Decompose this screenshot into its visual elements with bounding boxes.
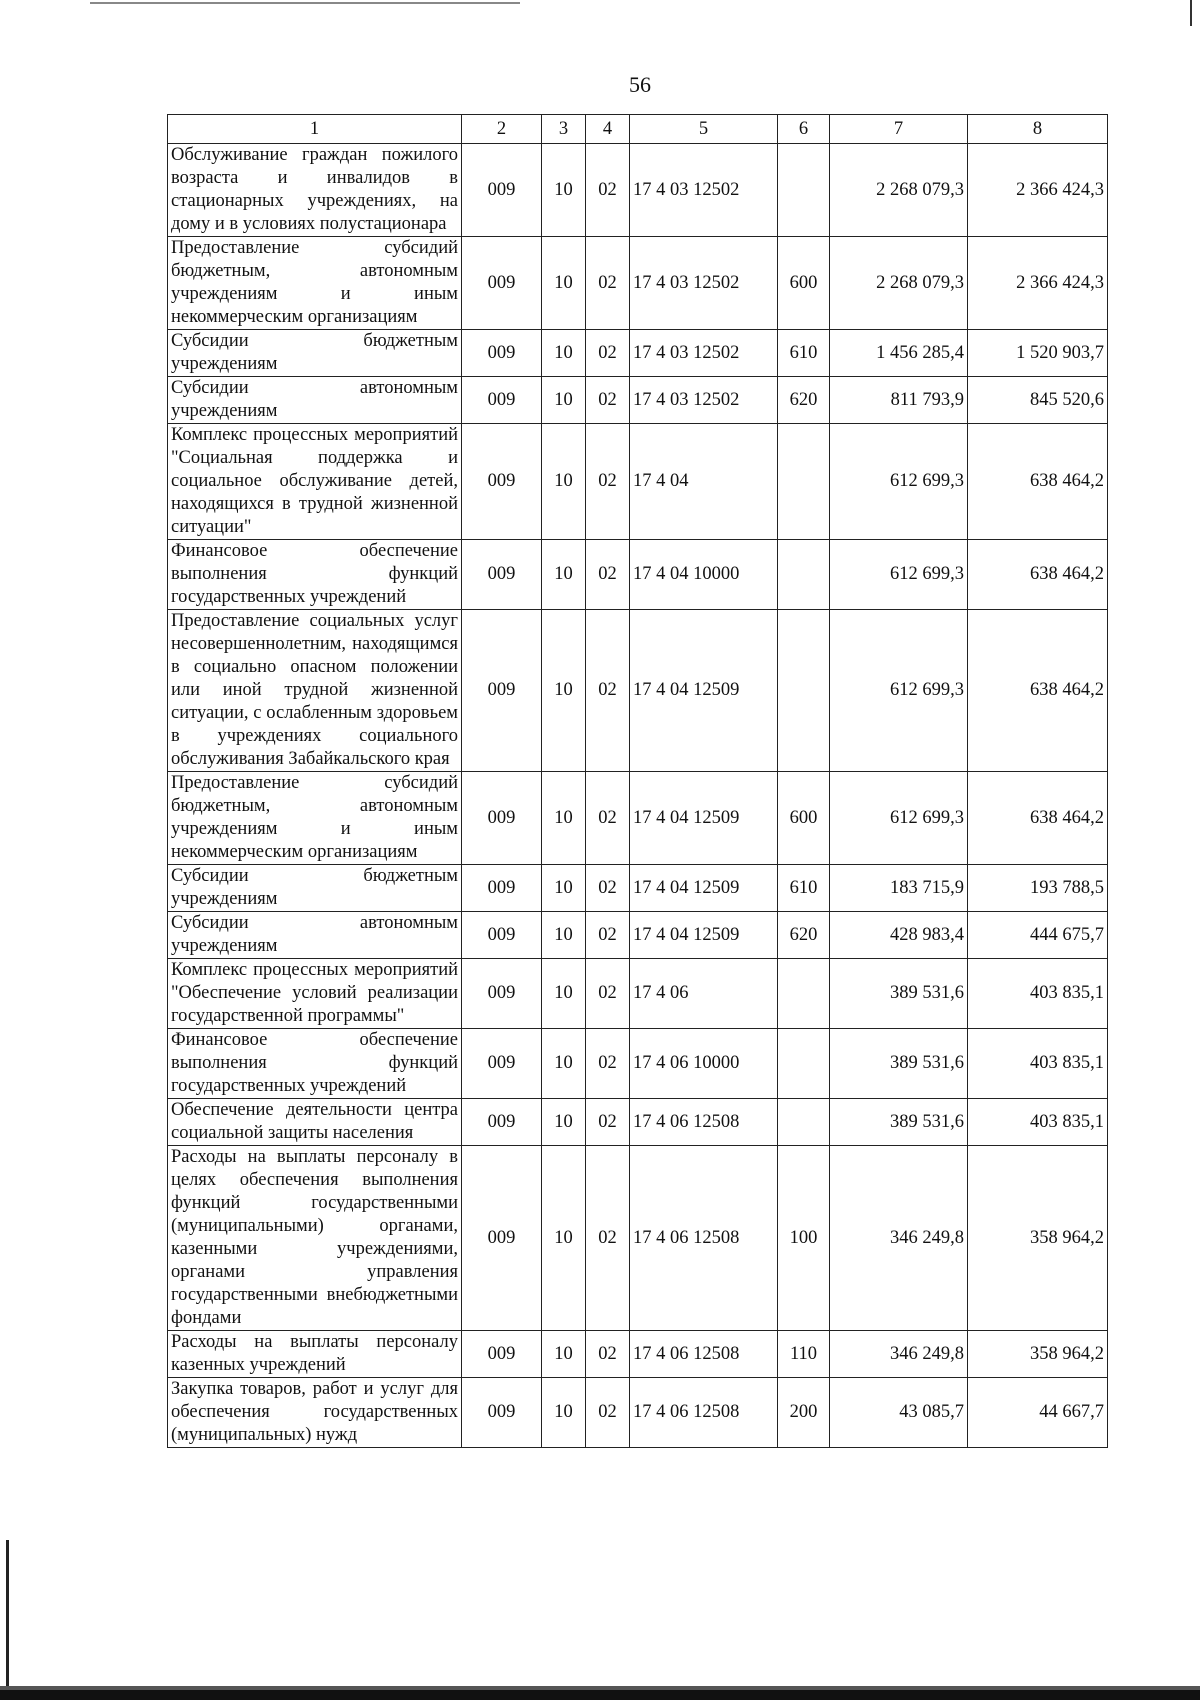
col-header: 3 bbox=[542, 115, 586, 144]
row-target-code: 17 4 03 12502 bbox=[630, 330, 778, 377]
row-amount-2: 638 464,2 bbox=[968, 540, 1108, 610]
row-section-code: 10 bbox=[542, 1146, 586, 1331]
row-ministry-code: 009 bbox=[462, 330, 542, 377]
header-row bbox=[168, 115, 1108, 144]
row-ministry-code: 009 bbox=[462, 377, 542, 424]
row-name: Субсидии бюджетным учреждениям bbox=[168, 330, 462, 377]
row-subsection-code: 02 bbox=[586, 540, 630, 610]
row-section-code: 10 bbox=[542, 1331, 586, 1378]
row-target-code: 17 4 06 bbox=[630, 959, 778, 1029]
row-name: Предоставление субсидий бюджетным, автономным учреждениям и иным некоммерческим организациям bbox=[168, 237, 462, 330]
row-section-code: 10 bbox=[542, 237, 586, 330]
row-amount-1: 346 249,8 bbox=[830, 1331, 968, 1378]
row-expense-type bbox=[778, 144, 830, 237]
row-expense-type bbox=[778, 424, 830, 540]
scan-right-mark bbox=[1190, 0, 1192, 26]
table-row bbox=[168, 610, 1108, 772]
row-ministry-code: 009 bbox=[462, 865, 542, 912]
row-target-code: 17 4 06 10000 bbox=[630, 1029, 778, 1099]
col-header: 5 bbox=[630, 115, 778, 144]
row-amount-2: 403 835,1 bbox=[968, 959, 1108, 1029]
row-section-code: 10 bbox=[542, 610, 586, 772]
row-section-code: 10 bbox=[542, 330, 586, 377]
row-target-code: 17 4 06 12508 bbox=[630, 1146, 778, 1331]
row-section-code: 10 bbox=[542, 959, 586, 1029]
row-subsection-code: 02 bbox=[586, 1029, 630, 1099]
row-target-code: 17 4 04 12509 bbox=[630, 865, 778, 912]
row-ministry-code: 009 bbox=[462, 912, 542, 959]
row-target-code: 17 4 06 12508 bbox=[630, 1099, 778, 1146]
row-subsection-code: 02 bbox=[586, 424, 630, 540]
row-expense-type bbox=[778, 959, 830, 1029]
row-expense-type: 600 bbox=[778, 772, 830, 865]
row-amount-1: 346 249,8 bbox=[830, 1146, 968, 1331]
row-subsection-code: 02 bbox=[586, 1331, 630, 1378]
row-section-code: 10 bbox=[542, 865, 586, 912]
row-name: Обслуживание граждан пожилого возраста и инвалидов в стационарных учреждениях, на дому и в условиях полустационара bbox=[168, 144, 462, 237]
row-expense-type: 110 bbox=[778, 1331, 830, 1378]
row-amount-2: 44 667,7 bbox=[968, 1378, 1108, 1448]
row-amount-2: 2 366 424,3 bbox=[968, 144, 1108, 237]
row-expense-type: 200 bbox=[778, 1378, 830, 1448]
row-name: Закупка товаров, работ и услуг для обеспечения государственных (муниципальных) нужд bbox=[168, 1378, 462, 1448]
table-row bbox=[168, 1029, 1108, 1099]
table-row bbox=[168, 330, 1108, 377]
row-subsection-code: 02 bbox=[586, 772, 630, 865]
row-amount-1: 389 531,6 bbox=[830, 959, 968, 1029]
row-name: Финансовое обеспечение выполнения функций государственных учреждений bbox=[168, 1029, 462, 1099]
row-section-code: 10 bbox=[542, 1099, 586, 1146]
row-expense-type: 620 bbox=[778, 377, 830, 424]
row-amount-2: 444 675,7 bbox=[968, 912, 1108, 959]
row-subsection-code: 02 bbox=[586, 377, 630, 424]
row-expense-type: 610 bbox=[778, 865, 830, 912]
row-expense-type bbox=[778, 1029, 830, 1099]
table-row bbox=[168, 424, 1108, 540]
row-section-code: 10 bbox=[542, 1029, 586, 1099]
row-amount-1: 612 699,3 bbox=[830, 424, 968, 540]
row-amount-1: 2 268 079,3 bbox=[830, 144, 968, 237]
row-name: Расходы на выплаты персоналу казенных учреждений bbox=[168, 1331, 462, 1378]
row-amount-2: 403 835,1 bbox=[968, 1099, 1108, 1146]
row-ministry-code: 009 bbox=[462, 772, 542, 865]
row-ministry-code: 009 bbox=[462, 959, 542, 1029]
row-name: Субсидии бюджетным учреждениям bbox=[168, 865, 462, 912]
row-ministry-code: 009 bbox=[462, 540, 542, 610]
col-header: 2 bbox=[462, 115, 542, 144]
row-name: Расходы на выплаты персоналу в целях обеспечения выполнения функций государственными (муниципальными) органами, казенными учреждениями, органами управления государственными внебюджетными фондами bbox=[168, 1146, 462, 1331]
row-target-code: 17 4 06 12508 bbox=[630, 1378, 778, 1448]
row-expense-type: 100 bbox=[778, 1146, 830, 1331]
row-target-code: 17 4 04 bbox=[630, 424, 778, 540]
row-ministry-code: 009 bbox=[462, 610, 542, 772]
row-subsection-code: 02 bbox=[586, 865, 630, 912]
row-section-code: 10 bbox=[542, 144, 586, 237]
table-row bbox=[168, 959, 1108, 1029]
row-section-code: 10 bbox=[542, 912, 586, 959]
row-name: Финансовое обеспечение выполнения функций государственных учреждений bbox=[168, 540, 462, 610]
row-name: Комплекс процессных мероприятий "Обеспечение условий реализации государственной программы" bbox=[168, 959, 462, 1029]
table-row bbox=[168, 772, 1108, 865]
row-subsection-code: 02 bbox=[586, 330, 630, 377]
row-ministry-code: 009 bbox=[462, 1378, 542, 1448]
row-section-code: 10 bbox=[542, 540, 586, 610]
col-header: 4 bbox=[586, 115, 630, 144]
table-row bbox=[168, 540, 1108, 610]
col-header: 7 bbox=[830, 115, 968, 144]
row-subsection-code: 02 bbox=[586, 1099, 630, 1146]
row-amount-2: 358 964,2 bbox=[968, 1146, 1108, 1331]
row-subsection-code: 02 bbox=[586, 237, 630, 330]
row-amount-2: 2 366 424,3 bbox=[968, 237, 1108, 330]
table-row bbox=[168, 377, 1108, 424]
row-amount-2: 638 464,2 bbox=[968, 424, 1108, 540]
row-subsection-code: 02 bbox=[586, 144, 630, 237]
row-section-code: 10 bbox=[542, 424, 586, 540]
col-header: 1 bbox=[168, 115, 462, 144]
row-amount-2: 638 464,2 bbox=[968, 772, 1108, 865]
row-ministry-code: 009 bbox=[462, 144, 542, 237]
row-ministry-code: 009 bbox=[462, 1029, 542, 1099]
row-section-code: 10 bbox=[542, 377, 586, 424]
row-target-code: 17 4 04 10000 bbox=[630, 540, 778, 610]
row-section-code: 10 bbox=[542, 1378, 586, 1448]
row-amount-1: 612 699,3 bbox=[830, 772, 968, 865]
row-name: Предоставление субсидий бюджетным, автономным учреждениям и иным некоммерческим организациям bbox=[168, 772, 462, 865]
row-name: Субсидии автономным учреждениям bbox=[168, 377, 462, 424]
row-amount-1: 2 268 079,3 bbox=[830, 237, 968, 330]
row-target-code: 17 4 03 12502 bbox=[630, 144, 778, 237]
row-amount-2: 358 964,2 bbox=[968, 1331, 1108, 1378]
scan-left-mark bbox=[6, 1540, 9, 1690]
row-amount-1: 43 085,7 bbox=[830, 1378, 968, 1448]
row-expense-type bbox=[778, 1099, 830, 1146]
table-row bbox=[168, 144, 1108, 237]
row-ministry-code: 009 bbox=[462, 1146, 542, 1331]
row-target-code: 17 4 04 12509 bbox=[630, 772, 778, 865]
row-amount-2: 638 464,2 bbox=[968, 610, 1108, 772]
row-ministry-code: 009 bbox=[462, 1331, 542, 1378]
row-name: Субсидии автономным учреждениям bbox=[168, 912, 462, 959]
row-amount-1: 811 793,9 bbox=[830, 377, 968, 424]
row-section-code: 10 bbox=[542, 772, 586, 865]
col-header: 8 bbox=[968, 115, 1108, 144]
row-amount-1: 612 699,3 bbox=[830, 540, 968, 610]
table-row bbox=[168, 1378, 1108, 1448]
table-row bbox=[168, 1099, 1108, 1146]
row-subsection-code: 02 bbox=[586, 912, 630, 959]
row-expense-type bbox=[778, 540, 830, 610]
scan-top-rule bbox=[90, 2, 520, 4]
scan-bottom-edge bbox=[0, 1690, 1200, 1700]
row-expense-type bbox=[778, 610, 830, 772]
row-name: Обеспечение деятельности центра социальной защиты населения bbox=[168, 1099, 462, 1146]
row-amount-1: 183 715,9 bbox=[830, 865, 968, 912]
row-target-code: 17 4 03 12502 bbox=[630, 377, 778, 424]
row-amount-2: 1 520 903,7 bbox=[968, 330, 1108, 377]
table-row bbox=[168, 1146, 1108, 1331]
table-row bbox=[168, 865, 1108, 912]
row-ministry-code: 009 bbox=[462, 237, 542, 330]
page-number: 56 bbox=[629, 72, 651, 97]
row-subsection-code: 02 bbox=[586, 1378, 630, 1448]
row-ministry-code: 009 bbox=[462, 424, 542, 540]
row-amount-1: 428 983,4 bbox=[830, 912, 968, 959]
row-expense-type: 620 bbox=[778, 912, 830, 959]
row-target-code: 17 4 06 12508 bbox=[630, 1331, 778, 1378]
row-name: Предоставление социальных услуг несовершеннолетним, находящимся в социально опасном положении или иной трудной жизненной ситуации, с ослабленным здоровьем в учреждениях социального обслуживания Забайкальского края bbox=[168, 610, 462, 772]
table-row bbox=[168, 237, 1108, 330]
row-amount-1: 1 456 285,4 bbox=[830, 330, 968, 377]
row-subsection-code: 02 bbox=[586, 610, 630, 772]
table-row bbox=[168, 912, 1108, 959]
row-ministry-code: 009 bbox=[462, 1099, 542, 1146]
row-amount-2: 403 835,1 bbox=[968, 1029, 1108, 1099]
row-target-code: 17 4 03 12502 bbox=[630, 237, 778, 330]
row-subsection-code: 02 bbox=[586, 1146, 630, 1331]
row-expense-type: 600 bbox=[778, 237, 830, 330]
row-name: Комплекс процессных мероприятий "Социальная поддержка и социальное обслуживание детей, находящихся в трудной жизненной ситуации" bbox=[168, 424, 462, 540]
row-amount-1: 612 699,3 bbox=[830, 610, 968, 772]
row-amount-1: 389 531,6 bbox=[830, 1099, 968, 1146]
row-subsection-code: 02 bbox=[586, 959, 630, 1029]
row-target-code: 17 4 04 12509 bbox=[630, 912, 778, 959]
row-amount-2: 845 520,6 bbox=[968, 377, 1108, 424]
row-amount-1: 389 531,6 bbox=[830, 1029, 968, 1099]
col-header: 6 bbox=[778, 115, 830, 144]
row-expense-type: 610 bbox=[778, 330, 830, 377]
budget-table bbox=[167, 114, 1108, 1448]
table-row bbox=[168, 1331, 1108, 1378]
row-target-code: 17 4 04 12509 bbox=[630, 610, 778, 772]
row-amount-2: 193 788,5 bbox=[968, 865, 1108, 912]
